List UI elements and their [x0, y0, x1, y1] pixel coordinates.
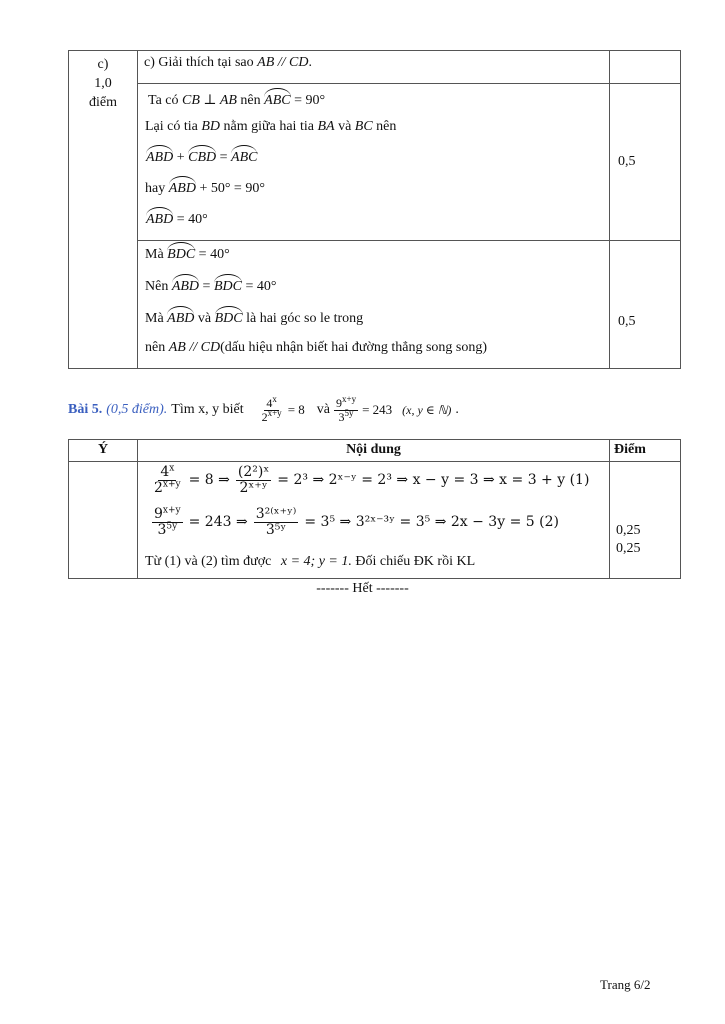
- header-diem: Điểm: [610, 440, 681, 462]
- part-label-unit: điểm: [89, 95, 117, 110]
- part-label-c: c): [97, 57, 109, 72]
- part-label-cell: [69, 51, 138, 369]
- score-cell-2: 0,5: [610, 241, 681, 369]
- bai5-points: (0,5 điểm).: [106, 402, 168, 417]
- page-number: Trang 6/2: [600, 977, 651, 992]
- part-c-table: [68, 50, 681, 369]
- header-noi-dung: Nội dung: [138, 440, 610, 462]
- question-c: c) Giải thích tại sao AB // CD.: [138, 51, 610, 84]
- answer-block-1: Ta có CB ⊥ AB nên ABC = 90° Lại có tia BD nằm giữa hai tia BA và BC nên ABD + CBD = ABC hay ABD + 50° = 90° ABD = 40°: [138, 84, 610, 241]
- score-cell-1: 0,5: [610, 84, 681, 241]
- bai5-scores: 0,25 0,25: [610, 462, 681, 579]
- solution-line-2: $\frac{9^{x+y}}{3^{5y}}$ = 243 ⇒ $\frac{\text{3²⁽ˣ⁺ʸ⁾}}{\text{3⁵ʸ}}$ = 3⁵ ⇒ 3²ˣ⁻³ʸ = 3⁵ ⇒ 2x − 3y = 5 (2): [154, 505, 559, 538]
- solution-line-1: $\frac{4^x}{2^{x+y}}$ = 8 ⇒ $\frac{\text{(2²)ˣ}}{\text{2ˣ⁺ʸ}}$ = 2³ ⇒ 2ˣ⁻ʸ = 2³ ⇒ x − y = 3 ⇒ x = 3 + y (1): [154, 463, 590, 496]
- bai5-title: Bài 5.: [68, 402, 103, 417]
- header-y: Ý: [69, 440, 138, 462]
- bai5-eq2-frac: $\frac{9^{x+y}}{3^{5y}}$: [336, 393, 357, 424]
- part-label-points: 1,0: [94, 76, 112, 91]
- bai5-eq1-frac: $\frac{4^x}{2^{x+y}}$: [261, 393, 282, 424]
- bai5-solution: [138, 462, 610, 579]
- end-mark: ------- Hết -------: [316, 581, 409, 596]
- bai5-heading: Bài 5. (0,5 điểm). Tìm x, y biết $\frac{4^x}{2^{x+y}}$ = 8 và $\frac{9^{x+y}}{3^{5y}}$ = 243 (x, y ∈ ℕ) .: [68, 393, 459, 424]
- answer-block-2: Mà BDC = 40° Nên ABD = BDC = 40° Mà ABD và BDC là hai góc so le trong nên AB // CD(dấu hiệu nhận biết hai đường thẳng song song): [138, 241, 610, 369]
- bai5-table: [68, 439, 681, 579]
- solution-line-3: Từ (1) và (2) tìm được x = 4; y = 1. Đối chiếu ĐK rồi KL: [145, 554, 476, 569]
- bai5-prompt: Tìm x, y biết: [171, 402, 244, 417]
- angle-abc: ABC: [264, 93, 291, 108]
